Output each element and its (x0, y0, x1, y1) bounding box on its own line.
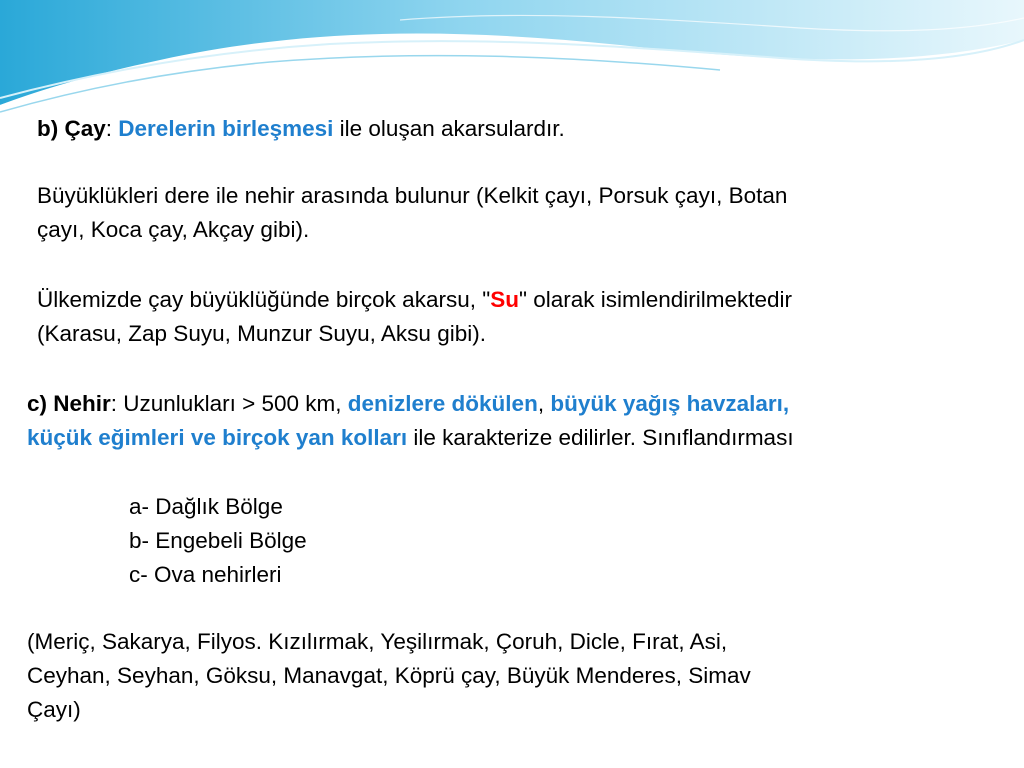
section-b-colon: : (105, 116, 119, 141)
river-examples-line2: Ceyhan, Seyhan, Göksu, Manavgat, Köprü çay, Büyük Menderes, Simav (27, 663, 751, 688)
section-b-para2-line1 (37, 283, 792, 317)
section-b-label: b) Çay (37, 116, 106, 141)
section-b-highlight: Derelerin birleşmesi (118, 116, 334, 141)
section-b-rest: ile oluşan akarsulardır. (333, 116, 565, 141)
section-c-highlight3: küçük eğimleri ve birçok yan kolları (27, 425, 408, 450)
section-c-highlight1: denizlere dökülen (347, 391, 538, 416)
classification-item-b: b- Engebeli Bölge (129, 528, 307, 553)
section-c-line1 (27, 387, 789, 421)
section-b-para2-line2: (Karasu, Zap Suyu, Munzur Suyu, Aksu gibi). (37, 321, 486, 346)
river-examples-line1: (Meriç, Sakarya, Filyos. Kızılırmak, Yeşilırmak, Çoruh, Dicle, Fırat, Asi, (27, 629, 728, 654)
section-c-line2 (27, 421, 794, 455)
decorative-wave-banner (0, 0, 1024, 130)
section-c-highlight2: büyük yağış havzaları, (550, 391, 790, 416)
section-c-label: c) Nehir (27, 391, 111, 416)
section-c-sep: , (537, 391, 551, 416)
section-b-para1-line2: çayı, Koca çay, Akçay gibi). (37, 217, 310, 242)
section-b-para1-line1: Büyüklükleri dere ile nehir arasında bulunur (Kelkit çayı, Porsuk çayı, Botan (37, 183, 788, 208)
section-c-intro: : Uzunlukları > 500 km, (110, 391, 348, 416)
section-b-heading-line (37, 112, 565, 146)
section-b-para2-red: Su (490, 287, 519, 312)
section-b-para2-start: Ülkemizde çay büyüklüğünde birçok akarsu, " (37, 287, 491, 312)
classification-item-c: c- Ova nehirleri (129, 562, 282, 587)
section-b-para2-end: " olarak isimlendirilmektedir (518, 287, 793, 312)
classification-item-a: a- Dağlık Bölge (129, 494, 283, 519)
river-examples-line3: Çayı) (27, 697, 81, 722)
section-c-rest: ile karakterize edilirler. Sınıflandırması (407, 425, 794, 450)
